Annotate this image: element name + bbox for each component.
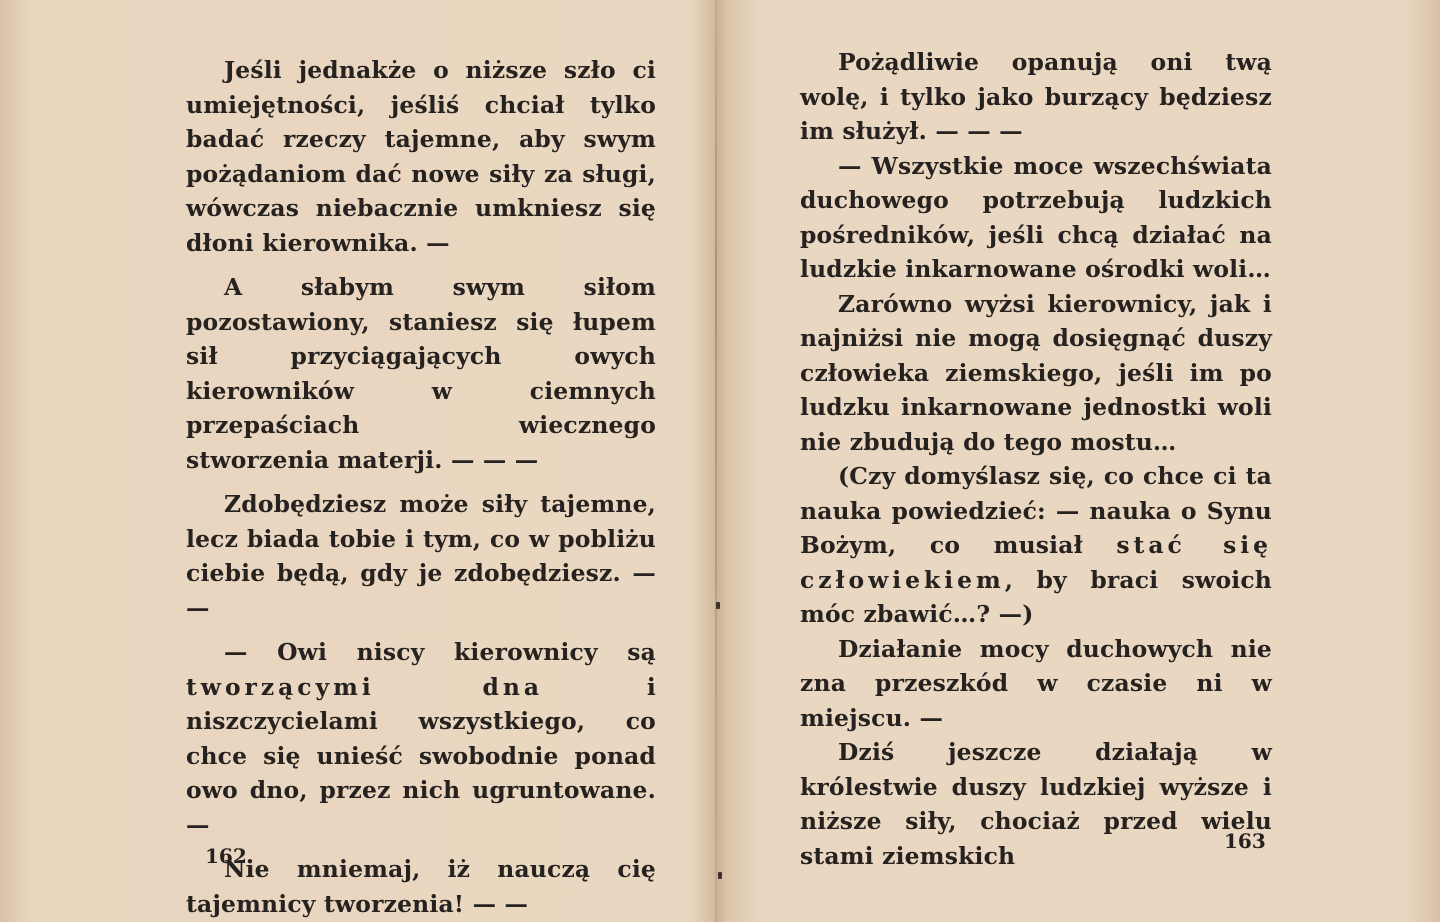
paragraph-text: i niszczycielami wszystkiego, co chce się unieść swobodnie ponad owo dno, przez nich ugruntowane. — (186, 672, 656, 839)
left-page (0, 0, 716, 922)
paragraph: Zarówno wyżsi kierownicy, jak i najniżsi nie mogą dosięgnąć duszy człowieka ziemskiego, jeśli im po ludzku inkarnowane jednostki woli nie zbudują do tego mostu… (800, 289, 1272, 456)
paragraph (186, 635, 656, 842)
paragraph: Działanie mocy duchowych nie zna przeszkód w czasie ni w miejscu. — (800, 634, 1272, 732)
paragraph: Dziś jeszcze działają w królestwie duszy ludzkiej wyższe i niższe siły, chociaż przed wielu stami ziemskich (800, 738, 1272, 870)
paragraph: — Wszystkie moce wszechświata duchowego potrzebują ludzkich pośredników, jeśli chcą działać na ludzkie inkarnowane ośrodki woli… (800, 151, 1272, 283)
spaced-emphasis: tworzącymi dna (186, 672, 543, 701)
right-page-text (800, 45, 1272, 873)
paragraph: A słabym swym siłom pozostawiony, staniesz się łupem sił przyciągających owych kierowników w ciemnych przepaściach wiecznego stworzenia materji. — — — (186, 273, 656, 474)
paragraph: Pożądliwie opanują oni twą wolę, i tylko jako burzący będziesz im służył. — — — (800, 48, 1272, 145)
paragraph: Nie mniemaj, iż nauczą cię tajemnicy tworzenia! — — (186, 855, 656, 918)
page-number: 162 (205, 844, 247, 868)
paragraph (800, 459, 1272, 632)
paragraph-text: — Owi niscy kierownicy są (224, 638, 656, 666)
paragraph-text: (Czy domyślasz się, co chce ci ta nauka powiedzieć: — nauka o Synu Bożym, co musiał (800, 462, 1272, 559)
right-page (718, 0, 1440, 922)
paragraph-text: , by braci swoich móc zbawić…? —) (800, 565, 1272, 628)
paragraph: Jeśli jednakże o niższe szło ci umiejętności, jeśliś chciał tylko badać rzeczy tajemne, aby swym pożądaniom dać nowe siły za sługi, wówczas niebacznie umkniesz się dłoni kierownika. — (186, 56, 656, 257)
paragraph: Zdobędziesz może siły tajemne, lecz biada tobie i tym, co w pobliżu ciebie będą, gdy je zdobędziesz. — — (186, 490, 656, 622)
spaced-emphasis: stać się człowiekiem (800, 531, 1273, 594)
page-number: 163 (1224, 829, 1266, 853)
left-page-text (186, 53, 656, 921)
